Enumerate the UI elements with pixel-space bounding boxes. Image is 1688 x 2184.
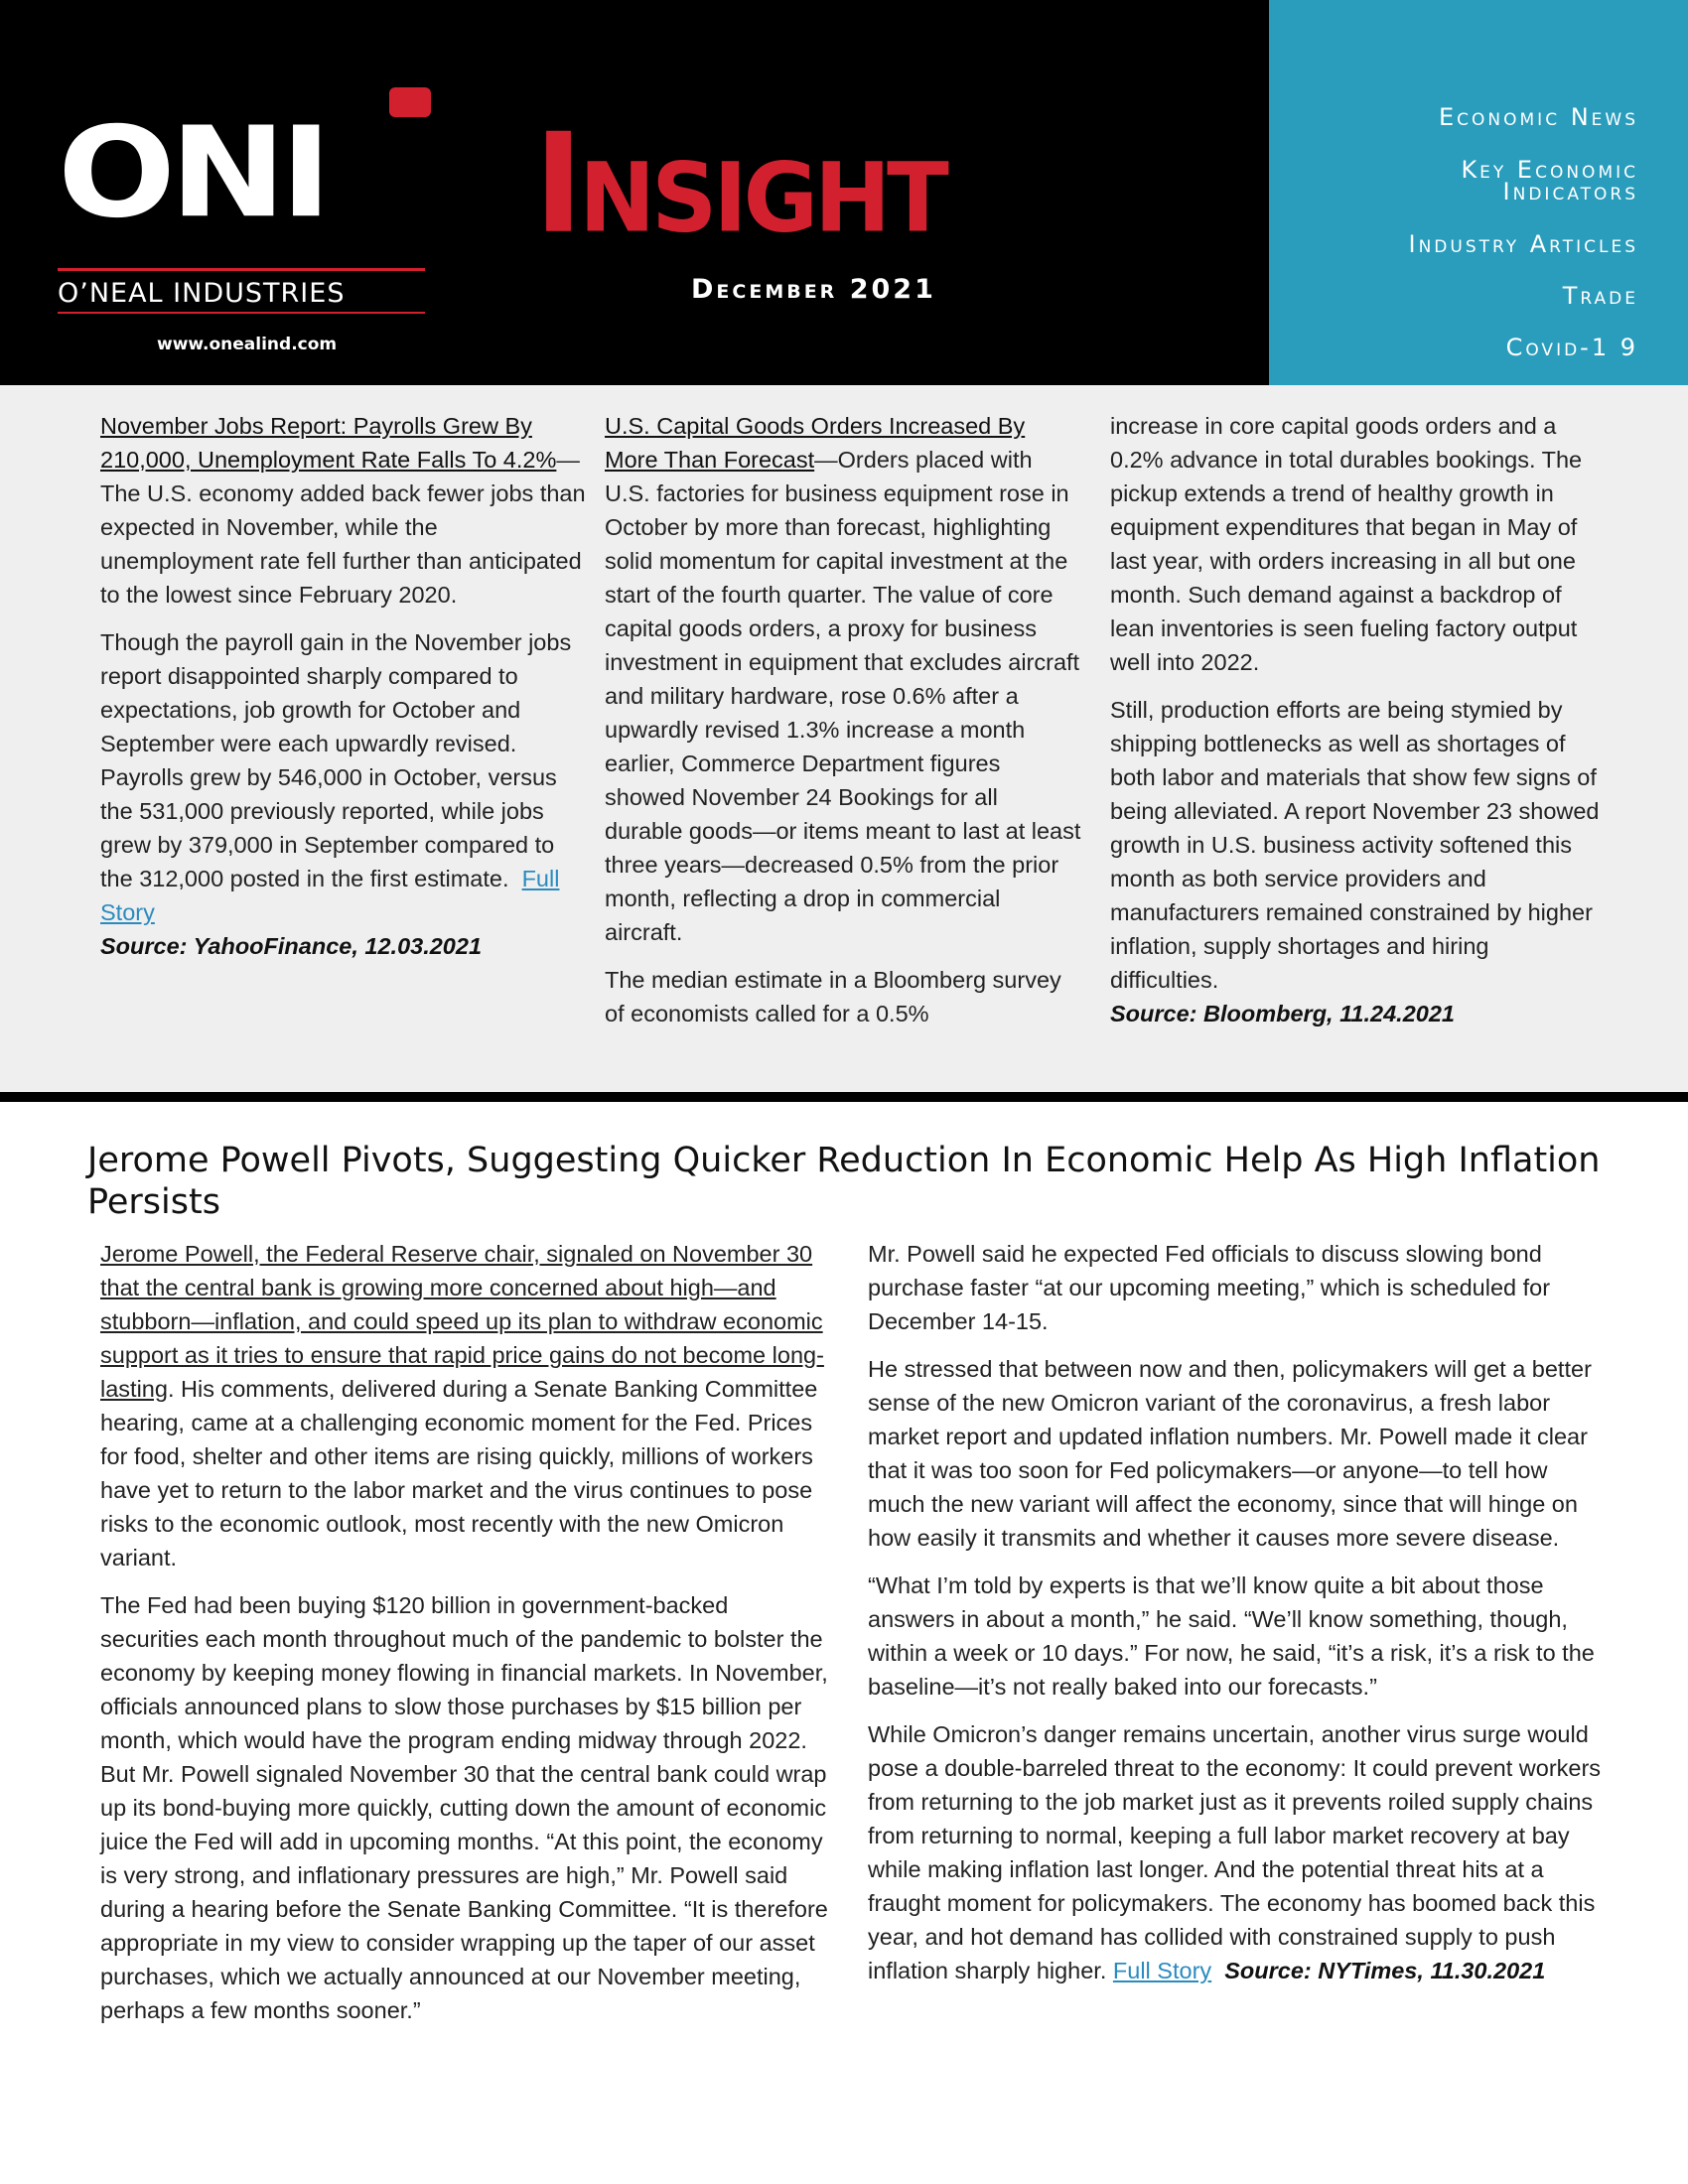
logo-subtitle: O’NEAL INDUSTRIES [58,278,346,309]
jobs-paragraph-2 [100,625,587,963]
capital-lead: —Orders placed with U.S. factories for business equipment rose in October by more than forecast, highlighting solid momentum for capital investment at the start of the fourth quarter. The value of core capital goods orders, a proxy for business investment in equipment that excludes aircraft and military hardware, rose 0.6% after a upwardly revised 1.3% increase a month earlier, Commerce Department figures showed November 24 Bookings for all durable goods—or items meant to last at least three years—decreased 0.5% from the prior month, reflecting a drop in commercial aircraft. [605,447,1081,945]
oni-logo[interactable] [58,100,427,309]
newsletter-title: Insight [534,103,945,265]
logo-wordmark: ONI [58,100,327,246]
capital-paragraph-4 [1110,693,1602,1030]
capital-body-4: Still, production efforts are being stymied by shipping bottlenecks as well as shortages of both labor and materials that show few signs of being alleviated. A report November 23 showed growth in U.S. business activity softened this month as both service providers and manufacturers remained constrained by higher inflation, supply shortages and hiring difficulties. [1110,697,1600,993]
capital-paragraph-1 [605,409,1081,949]
article-paragraph-3 [868,1237,1603,1338]
article-body-2: The Fed had been buying $120 billion in government-backed securities each month throughout much of the pandemic to bolster the economy by keeping money flowing in financial markets. In November, officials announced plans to slow those purchases by $15 billion per month, which would have the program ending midway through 2022. But Mr. Powell signaled November 30 that the central bank could wrap up its bond-buying more quickly, cutting down the amount of economic juice the Fed will add in upcoming months. “At this point, the economy is very strong, and inflationary pressures are high,” Mr. Powell said during a hearing before the Senate Banking Committee. “It is therefore appropriate in my view to consider wrapping up the taper of our asset purchases, which we actually announced at our November meeting, perhaps a few months sooner.” [100,1592,828,2023]
capital-paragraph-2 [605,963,1081,1030]
topics-panel [1269,0,1688,385]
article-lead-rest: . His comments, delivered during a Senate Banking Committee hearing, came at a challenging economic moment for the Fed. Prices for food, shelter and other items are rising quickly, millions of workers have yet to return to the labor market and the virus continues to pose risks to the economic outlook, most recently with the new Omicron variant. [100,1376,818,1570]
topic-economic-news[interactable]: Economic News [1439,103,1638,131]
article-paragraph-1 [100,1237,830,1574]
news-column-capital-goods [605,409,1081,1044]
capital-body-2: The median estimate in a Bloomberg survey of economists called for a 0.5% [605,967,1061,1026]
article-paragraph-5 [868,1569,1603,1704]
jobs-source: Source: YahooFinance, 12.03.2021 [100,933,483,959]
masthead [0,0,1688,385]
jobs-headline[interactable]: November Jobs Report: Payrolls Grew By 210,000, Unemployment Rate Falls To 4.2% [100,413,557,473]
article-title: Jerome Powell Pivots, Suggesting Quicker Reduction In Economic Help As High Inflation Persists [87,1141,1601,1222]
logo-rule-top [58,268,425,271]
article-full-story-link[interactable]: Full Story [1112,1958,1212,1983]
topic-industry-articles[interactable]: Industry Articles [1408,230,1638,258]
article-body-6: While Omicron’s danger remains uncertain, another virus surge would pose a double-barreled threat to the economy: It could prevent workers from returning to the job market just as it prevents roiled supply chains from returning to normal, keeping a full labor market recovery at bay while making inflation last longer. And the potential threat hits at a fraught moment for policymakers. The economy has boomed back this year, and hot demand has collided with constrained supply to push inflation sharply higher. [868,1721,1602,1983]
topic-key-economic-indicators[interactable]: Key Economic Indicators [1461,156,1638,205]
logo-red-dot [389,87,431,117]
issue-date: December 2021 [691,274,936,305]
article-body-5: “What I’m told by experts is that we’ll know quite a bit about those answers in about a month,” he said. “We’ll know something, though, within a week or 10 days.” For now, he said, “it’s a risk, it’s a risk to the baseline—it’s not really baked into our forecasts.” [868,1572,1595,1700]
capital-body-3: increase in core capital goods orders and a 0.2% advance in total durables bookings. The pickup extends a trend of healthy growth in equipment expenditures that began in May of last year, with orders increasing in all but one month. Such demand against a backdrop of lean inventories is seen fueling factory output well into 2022. [1110,413,1583,675]
article-body-4: He stressed that between now and then, policymakers will get a better sense of the new Omicron variant of the coronavirus, a fresh labor market report and updated inflation numbers. Mr. Powell made it clear that it was too soon for Fed policymakers—or anyone—to tell how much the new variant will affect the economy, since that will hinge on how easily it transmits and whether it causes more severe disease. [868,1356,1592,1551]
capital-headline[interactable]: U.S. Capital Goods Orders Increased By More Than Forecast [605,413,1026,473]
news-column-capital-continued [1110,409,1602,1030]
article-paragraph-6 [868,1717,1603,1987]
jobs-lead: —The U.S. economy added back fewer jobs than expected in November, while the unemployment rate fell further than anticipated to the lowest since February 2020. [100,447,586,608]
capital-source: Source: Bloomberg, 11.24.2021 [1110,1001,1455,1026]
jobs-paragraph-1 [100,409,587,612]
article-paragraph-2 [100,1588,830,2027]
section-divider [0,1092,1688,1102]
article-column-left [100,1237,830,2041]
topic-trade[interactable]: Trade [1562,282,1638,310]
logo-rule-bottom [58,312,425,314]
article-body-3: Mr. Powell said he expected Fed officials to discuss slowing bond purchase faster “at our upcoming meeting,” which is scheduled for December 14-15. [868,1241,1551,1334]
news-column-jobs [100,409,587,963]
article-paragraph-4 [868,1352,1603,1555]
article-source: Source: NYTimes, 11.30.2021 [1224,1958,1546,1983]
jobs-full-story-link[interactable]: Full Story [100,866,560,925]
capital-paragraph-3 [1110,409,1602,679]
topic-covid-19[interactable]: Covid-1 9 [1505,334,1638,361]
jobs-body: Though the payroll gain in the November jobs report disappointed sharply compared to expectations, job growth for October and September were each upwardly revised. Payrolls grew by 546,000 in October, versus the 531,000 previously reported, while jobs grew by 379,000 in September compared to the 312,000 posted in the first estimate. [100,629,572,891]
article-column-right [868,1237,1603,1987]
website-link[interactable]: www.onealind.com [157,335,338,354]
article-lead[interactable]: Jerome Powell, the Federal Reserve chair, signaled on November 30 that the central bank is growing more concerned about high—and stubborn—inflation, and could speed up its plan to withdraw economic support as it tries to ensure that rapid price gains do not become long-lasting [100,1241,824,1402]
